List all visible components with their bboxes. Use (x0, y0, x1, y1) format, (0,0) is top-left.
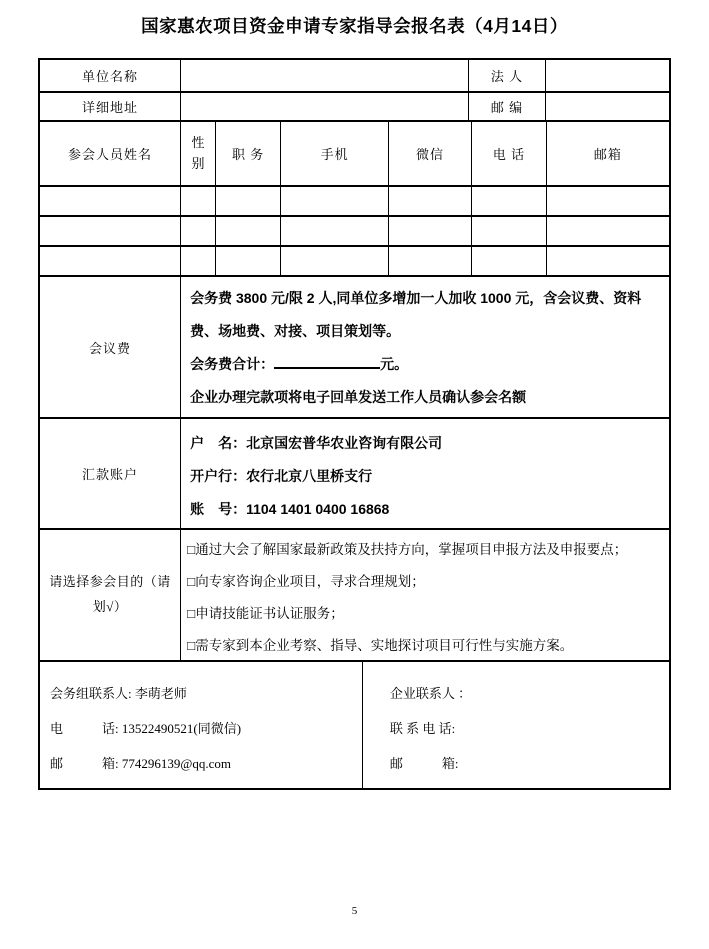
unit-name-field[interactable] (181, 60, 469, 91)
account-name: 户 名：北京国宏普华农业咨询有限公司 (190, 435, 443, 451)
attendee-gender-field[interactable] (181, 247, 216, 275)
mobile-header: 手机 (281, 122, 388, 185)
purpose-label (40, 530, 181, 660)
attendee-position-field[interactable] (216, 247, 282, 275)
purpose-option-checkbox-3[interactable]: □申请技能证书认证服务； (187, 606, 344, 621)
wechat-header: 微信 (389, 122, 472, 185)
attendee-mobile-field[interactable] (281, 217, 388, 245)
contact-row (40, 662, 669, 788)
organizer-contact-name: 会务组联系人: 李萌老师 (50, 686, 187, 701)
organizer-contact-email: 邮 箱: 774296139@qq.com (50, 756, 231, 771)
legal-person-field[interactable] (546, 60, 669, 91)
attendee-wechat-field[interactable] (389, 217, 472, 245)
organizer-contact-phone: 电 话: 13522490521(同微信) (50, 721, 242, 736)
address-label: 详细地址 (40, 93, 181, 120)
purpose-label-line2: 划√） (92, 599, 128, 614)
attendee-phone-field[interactable] (472, 187, 547, 215)
fee-payment-note: 企业办理完款项将电子回单发送工作人员确认参会名额 (190, 389, 527, 405)
attendee-phone-field[interactable] (472, 217, 547, 245)
attendee-row-3 (40, 247, 669, 277)
gender-header-char1: 性 (191, 135, 205, 151)
attendee-name-field[interactable] (40, 247, 181, 275)
attendee-wechat-field[interactable] (389, 247, 472, 275)
enterprise-contact-email-field[interactable]: 邮 箱: (389, 756, 459, 771)
purpose-option-checkbox-2[interactable]: □向专家咨询企业项目，寻求合理规划； (187, 574, 425, 589)
fee-label: 会议费 (40, 277, 181, 417)
attendee-row-1 (40, 187, 669, 217)
enterprise-contact-name-field[interactable]: 企业联系人 ： (389, 686, 472, 701)
attendee-email-field[interactable] (547, 247, 669, 275)
account-row (40, 419, 669, 530)
postal-code-label: 邮 编 (469, 93, 546, 120)
gender-header (181, 122, 216, 185)
attendee-mobile-field[interactable] (281, 247, 388, 275)
fee-description: 会务费 3800 元/限 2 人,同单位多增加一人加收 1000 元，含会议费、资料费、场地费、对接、项目策划等。 (190, 290, 642, 339)
fee-total-prefix: 会务费合计： (190, 356, 275, 372)
fee-content (181, 277, 669, 417)
fee-total-suffix: 元。 (380, 356, 409, 372)
purpose-label-line1: 请选择参会目的（请 (49, 574, 171, 590)
purpose-row (40, 530, 669, 662)
attendee-header-row (40, 122, 669, 187)
account-number: 账 号：1104 1401 0400 16868 (190, 501, 390, 517)
account-content (181, 419, 669, 528)
enterprise-contact-phone-field[interactable]: 联 系 电 话: (389, 721, 456, 736)
attendee-email-field[interactable] (547, 187, 669, 215)
attendee-phone-field[interactable] (472, 247, 547, 275)
attendee-name-field[interactable] (40, 187, 181, 215)
legal-person-label: 法 人 (469, 60, 546, 91)
fee-total-blank-field[interactable] (274, 355, 380, 369)
organizer-contact-block (40, 662, 363, 788)
attendee-position-field[interactable] (216, 187, 282, 215)
attendee-wechat-field[interactable] (389, 187, 472, 215)
postal-code-field[interactable] (546, 93, 669, 120)
attendee-gender-field[interactable] (181, 187, 216, 215)
page-title: 国家惠农项目资金申请专家指导会报名表（4月14日） (141, 16, 568, 36)
phone-header: 电 话 (472, 122, 547, 185)
registration-form-table (38, 58, 671, 790)
attendee-mobile-field[interactable] (281, 187, 388, 215)
account-label: 汇款账户 (40, 419, 181, 528)
address-row (40, 93, 669, 122)
attendee-email-field[interactable] (547, 217, 669, 245)
account-bank: 开户行：农行北京八里桥支行 (190, 468, 373, 484)
purpose-option-checkbox-4[interactable]: □需专家到本企业考察、指导、实地探讨项目可行性与实施方案。 (187, 638, 574, 653)
unit-name-label: 单位名称 (40, 60, 181, 91)
enterprise-contact-block (363, 662, 669, 788)
page-number: 5 (351, 905, 358, 917)
unit-name-row (40, 60, 669, 93)
email-header: 邮箱 (593, 147, 622, 162)
attendee-name-header: 参会人员姓名 (40, 122, 181, 185)
address-field[interactable] (181, 93, 469, 120)
attendee-name-field[interactable] (40, 217, 181, 245)
attendee-row-2 (40, 217, 669, 247)
purpose-option-checkbox-1[interactable]: □通过大会了解国家最新政策及扶持方向，掌握项目申报方法及申报要点； (187, 542, 628, 557)
gender-header-char2: 别 (191, 155, 205, 171)
position-header: 职 务 (216, 122, 282, 185)
fee-total-line (190, 348, 657, 381)
purpose-options (181, 530, 669, 660)
fee-row (40, 277, 669, 419)
attendee-gender-field[interactable] (181, 217, 216, 245)
attendee-position-field[interactable] (216, 217, 282, 245)
